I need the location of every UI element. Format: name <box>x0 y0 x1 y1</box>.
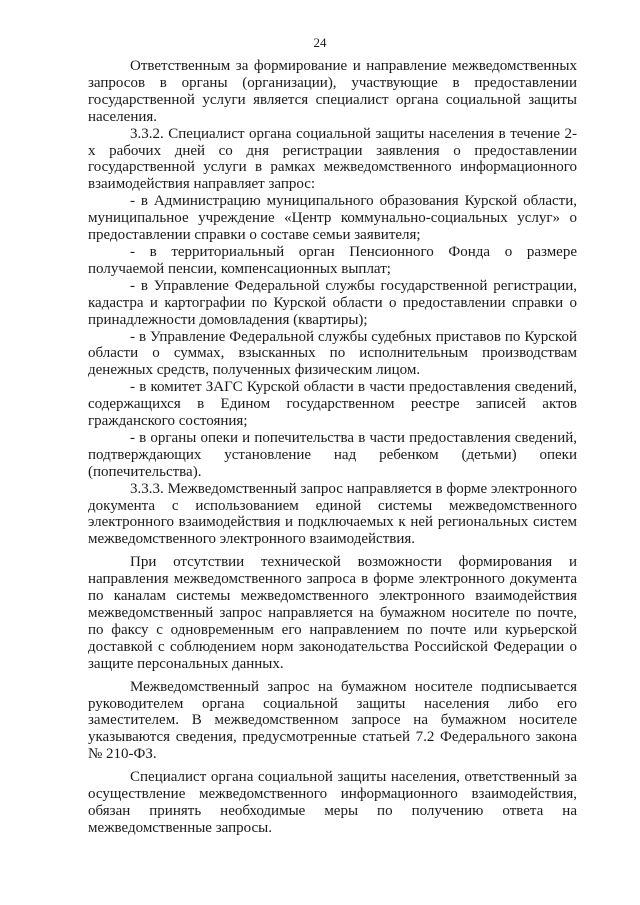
paragraph-specialist-duty: Специалист органа социальной защиты населения, ответственный за осуществление межведомственного информационного взаимодействия, обязан принять необходимые меры по получению ответа на межведомственные запросы. <box>88 769 577 836</box>
list-item-administration: - в Администрацию муниципального образования Курской области, муниципальное учреждение «Центр коммунально-социальных услуг» о предоставлении справки о составе семьи заявителя; <box>88 193 577 244</box>
page-number: 24 <box>313 35 327 50</box>
paragraph-responsible: Ответственным за формирование и направление межведомственных запросов в органы (организации), участвующие в предоставлении государственной услуги является специалист органа социальной защиты населения. <box>88 58 577 125</box>
paragraph-signature: Межведомственный запрос на бумажном носителе подписывается руководителем органа социальной защиты населения либо его заместителем. В межведомственном запросе на бумажном носителе указываются сведения, предусмотренные статьей 7.2 Федерального закона № 210-ФЗ. <box>88 678 577 763</box>
paragraph-paper-request: При отсутствии технической возможности формирования и направления межведомственного запроса в форме электронного документа по каналам системы межведомственного электронного взаимодействия межведомственный запрос направляется на бумажном носителе по почте, по факсу с одновременным его направлением по почте или курьерской доставкой с соблюдением норм законодательства Российской Федерации о защите персональных данных. <box>88 554 577 672</box>
paragraph-3-3-3: 3.3.3. Межведомственный запрос направляется в форме электронного документа с использованием единой системы межведомственного электронного взаимодействия и подключаемых к ней региональных систем межведомственного электронного взаимодействия. <box>88 480 577 548</box>
list-item-rosreestr: - в Управление Федеральной службы государственной регистрации, кадастра и картографии по Курской области о предоставлении справки о принадлежности домовладения (квартиры); <box>88 277 577 328</box>
list-item-zags: - в комитет ЗАГС Курской области в части предоставления сведений, содержащихся в Едином государственном реестре записей актов гражданского состояния; <box>88 379 577 430</box>
list-item-bailiffs: - в Управление Федеральной службы судебных приставов по Курской области о суммах, взысканных по исполнительным производствам денежных средств, полученных физическим лицом. <box>88 328 577 379</box>
document-body <box>88 58 577 837</box>
list-item-guardianship: - в органы опеки и попечительства в части предоставления сведений, подтверждающих установление над ребенком (детьми) опеки (попечительства). <box>88 429 577 480</box>
list-item-pension-fund: - в территориальный орган Пенсионного Фонда о размере получаемой пенсии, компенсационных выплат; <box>88 243 577 277</box>
paragraph-3-3-2: 3.3.2. Специалист органа социальной защиты населения в течение 2-х рабочих дней со дня регистрации заявления о предоставлении государственной услуги в рамках межведомственного информационного взаимодействия направляет запрос: <box>88 125 577 193</box>
